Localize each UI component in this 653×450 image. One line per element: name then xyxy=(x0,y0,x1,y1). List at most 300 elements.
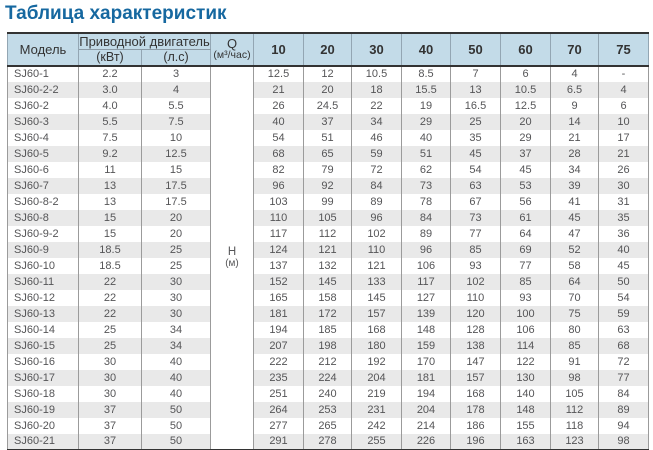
head-value-cell: 137 xyxy=(254,258,304,274)
head-value-cell: 92 xyxy=(304,178,352,194)
head-value-cell: 106 xyxy=(402,258,451,274)
head-value-cell: 10.5 xyxy=(352,66,402,82)
head-value-cell: 85 xyxy=(451,242,501,258)
head-value-cell: 12.5 xyxy=(501,98,551,114)
model-cell: SJ60-13 xyxy=(8,306,79,322)
head-value-cell: 21 xyxy=(599,146,649,162)
header-row-top xyxy=(8,33,649,50)
head-value-cell: 130 xyxy=(501,370,551,386)
model-cell: SJ60-16 xyxy=(8,354,79,370)
kw-cell: 11 xyxy=(79,162,142,178)
head-value-cell: 235 xyxy=(254,370,304,386)
head-value-cell: 54 xyxy=(599,290,649,306)
model-cell: SJ60-14 xyxy=(8,322,79,338)
hp-cell: 15 xyxy=(142,162,211,178)
head-value-cell: 192 xyxy=(352,354,402,370)
kw-cell: 18.5 xyxy=(79,258,142,274)
head-value-cell: 45 xyxy=(599,258,649,274)
head-value-cell: 96 xyxy=(402,242,451,258)
head-value-cell: 140 xyxy=(501,386,551,402)
hp-cell: 7.5 xyxy=(142,114,211,130)
head-value-cell: 127 xyxy=(402,290,451,306)
table-row xyxy=(8,370,649,386)
head-value-cell: 222 xyxy=(254,354,304,370)
head-value-cell: 105 xyxy=(551,386,599,402)
col-header-flow-50: 50 xyxy=(451,33,501,66)
head-value-cell: 94 xyxy=(599,418,649,434)
col-header-model: Модель xyxy=(8,33,79,66)
head-value-cell: 147 xyxy=(451,354,501,370)
head-value-cell: 17 xyxy=(599,130,649,146)
head-value-cell: 117 xyxy=(402,274,451,290)
head-value-cell: 51 xyxy=(304,130,352,146)
table-row xyxy=(8,290,649,306)
head-value-cell: 40 xyxy=(402,130,451,146)
head-value-cell: 18 xyxy=(352,82,402,98)
head-value-cell: 15.5 xyxy=(402,82,451,98)
model-cell: SJ60-9-2 xyxy=(8,226,79,242)
hp-cell: 3 xyxy=(142,66,211,82)
model-cell: SJ60-18 xyxy=(8,386,79,402)
table-row xyxy=(8,338,649,354)
kw-cell: 15 xyxy=(79,210,142,226)
head-value-cell: 4 xyxy=(599,82,649,98)
head-value-cell: 77 xyxy=(501,258,551,274)
head-value-cell: 4 xyxy=(551,66,599,82)
hp-cell: 34 xyxy=(142,322,211,338)
table-row xyxy=(8,258,649,274)
kw-cell: 7.5 xyxy=(79,130,142,146)
head-value-cell: 110 xyxy=(352,242,402,258)
hp-cell: 40 xyxy=(142,370,211,386)
head-value-cell: 6 xyxy=(599,98,649,114)
kw-cell: 30 xyxy=(79,386,142,402)
head-value-cell: 255 xyxy=(352,434,402,450)
head-value-cell: 58 xyxy=(551,258,599,274)
head-value-cell: 82 xyxy=(254,162,304,178)
head-value-cell: 37 xyxy=(501,146,551,162)
head-value-cell: 181 xyxy=(402,370,451,386)
head-value-cell: 178 xyxy=(451,402,501,418)
kw-cell: 37 xyxy=(79,434,142,450)
head-value-cell: 46 xyxy=(352,130,402,146)
head-value-cell: 121 xyxy=(304,242,352,258)
hp-cell: 40 xyxy=(142,354,211,370)
col-header-flow-60: 60 xyxy=(501,33,551,66)
head-value-cell: 10 xyxy=(599,114,649,130)
q-unit-label: (м³/час) xyxy=(213,49,251,62)
head-value-cell: 45 xyxy=(551,210,599,226)
head-value-cell: 170 xyxy=(402,354,451,370)
head-value-cell: 112 xyxy=(304,226,352,242)
hp-cell: 12.5 xyxy=(142,146,211,162)
head-value-cell: 62 xyxy=(402,162,451,178)
model-cell: SJ60-1 xyxy=(8,66,79,82)
kw-cell: 13 xyxy=(79,178,142,194)
head-value-cell: 19 xyxy=(402,98,451,114)
model-cell: SJ60-9 xyxy=(8,242,79,258)
head-value-cell: 133 xyxy=(352,274,402,290)
head-value-cell: 84 xyxy=(352,178,402,194)
head-value-cell: 219 xyxy=(352,386,402,402)
head-value-cell: 26 xyxy=(254,98,304,114)
head-value-cell: 34 xyxy=(551,162,599,178)
head-value-cell: 34 xyxy=(352,114,402,130)
head-value-cell: 198 xyxy=(304,338,352,354)
head-value-cell: 7 xyxy=(451,66,501,82)
head-value-cell: 40 xyxy=(254,114,304,130)
col-header-flow-70: 70 xyxy=(551,33,599,66)
head-value-cell: 20 xyxy=(501,114,551,130)
head-value-cell: 240 xyxy=(304,386,352,402)
head-value-cell: - xyxy=(599,66,649,82)
head-value-cell: 123 xyxy=(551,434,599,450)
model-cell: SJ60-4 xyxy=(8,130,79,146)
head-value-cell: 102 xyxy=(352,226,402,242)
head-value-cell: 212 xyxy=(304,354,352,370)
kw-cell: 25 xyxy=(79,338,142,354)
head-value-cell: 168 xyxy=(352,322,402,338)
head-unit-cell xyxy=(211,66,254,450)
head-value-cell: 73 xyxy=(402,178,451,194)
head-value-cell: 265 xyxy=(304,418,352,434)
table-row xyxy=(8,306,649,322)
head-value-cell: 89 xyxy=(352,194,402,210)
head-value-cell: 22 xyxy=(352,98,402,114)
head-value-cell: 105 xyxy=(304,210,352,226)
head-value-cell: 168 xyxy=(451,386,501,402)
head-value-cell: 84 xyxy=(402,210,451,226)
head-value-cell: 84 xyxy=(599,386,649,402)
head-value-cell: 117 xyxy=(254,226,304,242)
head-value-cell: 204 xyxy=(352,370,402,386)
head-value-cell: 148 xyxy=(501,402,551,418)
head-value-cell: 89 xyxy=(599,402,649,418)
col-header-hp: (л.с) xyxy=(142,50,211,66)
head-value-cell: 89 xyxy=(402,226,451,242)
head-value-cell: 122 xyxy=(501,354,551,370)
table-body xyxy=(8,66,649,450)
head-value-cell: 16.5 xyxy=(451,98,501,114)
hp-cell: 30 xyxy=(142,306,211,322)
head-value-cell: 157 xyxy=(352,306,402,322)
table-row xyxy=(8,178,649,194)
head-value-cell: 70 xyxy=(551,290,599,306)
head-value-cell: 112 xyxy=(551,402,599,418)
head-value-cell: 63 xyxy=(599,322,649,338)
head-value-cell: 10.5 xyxy=(501,82,551,98)
head-value-cell: 35 xyxy=(451,130,501,146)
head-value-cell: 172 xyxy=(304,306,352,322)
head-value-cell: 145 xyxy=(304,274,352,290)
model-cell: SJ60-3 xyxy=(8,114,79,130)
head-value-cell: 68 xyxy=(254,146,304,162)
head-value-cell: 50 xyxy=(599,274,649,290)
table-row xyxy=(8,66,649,82)
head-value-cell: 121 xyxy=(352,258,402,274)
head-value-cell: 80 xyxy=(551,322,599,338)
head-unit: (м) xyxy=(225,258,239,269)
hp-cell: 5.5 xyxy=(142,98,211,114)
head-value-cell: 159 xyxy=(402,338,451,354)
head-value-cell: 31 xyxy=(599,194,649,210)
kw-cell: 22 xyxy=(79,274,142,290)
table-row xyxy=(8,274,649,290)
head-value-cell: 264 xyxy=(254,402,304,418)
head-symbol: Н xyxy=(227,246,237,258)
table-row xyxy=(8,146,649,162)
head-value-cell: 181 xyxy=(254,306,304,322)
head-value-cell: 77 xyxy=(451,226,501,242)
head-value-cell: 291 xyxy=(254,434,304,450)
table-row xyxy=(8,82,649,98)
head-value-cell: 139 xyxy=(402,306,451,322)
head-value-cell: 99 xyxy=(304,194,352,210)
head-value-cell: 69 xyxy=(501,242,551,258)
hp-cell: 34 xyxy=(142,338,211,354)
head-value-cell: 26 xyxy=(599,162,649,178)
head-value-cell: 13 xyxy=(451,82,501,98)
head-value-cell: 41 xyxy=(551,194,599,210)
head-value-cell: 231 xyxy=(352,402,402,418)
head-value-cell: 93 xyxy=(501,290,551,306)
head-value-cell: 20 xyxy=(304,82,352,98)
hp-cell: 20 xyxy=(142,226,211,242)
head-value-cell: 68 xyxy=(599,338,649,354)
head-value-cell: 100 xyxy=(501,306,551,322)
col-header-motor-group: Приводной двигатель xyxy=(79,34,210,49)
head-value-cell: 155 xyxy=(501,418,551,434)
kw-cell: 22 xyxy=(79,306,142,322)
head-value-cell: 36 xyxy=(599,226,649,242)
head-value-cell: 163 xyxy=(501,434,551,450)
hp-cell: 40 xyxy=(142,386,211,402)
head-value-cell: 157 xyxy=(451,370,501,386)
col-header-kw: (кВт) xyxy=(79,50,142,66)
hp-cell: 30 xyxy=(142,274,211,290)
kw-cell: 37 xyxy=(79,402,142,418)
head-value-cell: 29 xyxy=(501,130,551,146)
hp-cell: 30 xyxy=(142,290,211,306)
head-value-cell: 61 xyxy=(501,210,551,226)
model-cell: SJ60-15 xyxy=(8,338,79,354)
head-value-cell: 224 xyxy=(304,370,352,386)
head-value-cell: 59 xyxy=(352,146,402,162)
head-value-cell: 277 xyxy=(254,418,304,434)
head-value-cell: 158 xyxy=(304,290,352,306)
hp-cell: 50 xyxy=(142,434,211,450)
head-value-cell: 65 xyxy=(304,146,352,162)
kw-cell: 15 xyxy=(79,226,142,242)
model-cell: SJ60-19 xyxy=(8,402,79,418)
head-value-cell: 85 xyxy=(551,338,599,354)
head-value-cell: 56 xyxy=(501,194,551,210)
hp-cell: 17.5 xyxy=(142,194,211,210)
head-value-cell: 103 xyxy=(254,194,304,210)
kw-cell: 18.5 xyxy=(79,242,142,258)
head-value-cell: 214 xyxy=(402,418,451,434)
head-value-cell: 98 xyxy=(551,370,599,386)
model-cell: SJ60-2 xyxy=(8,98,79,114)
head-value-cell: 186 xyxy=(451,418,501,434)
head-value-cell: 21 xyxy=(254,82,304,98)
characteristics-table xyxy=(7,32,649,450)
model-cell: SJ60-10 xyxy=(8,258,79,274)
hp-cell: 20 xyxy=(142,210,211,226)
head-value-cell: 37 xyxy=(304,114,352,130)
col-header-flow-20: 20 xyxy=(304,33,352,66)
table-row xyxy=(8,322,649,338)
head-value-cell: 73 xyxy=(451,210,501,226)
head-value-cell: 28 xyxy=(551,146,599,162)
kw-cell: 37 xyxy=(79,418,142,434)
hp-cell: 10 xyxy=(142,130,211,146)
head-value-cell: 138 xyxy=(451,338,501,354)
head-value-cell: 96 xyxy=(352,210,402,226)
head-value-cell: 78 xyxy=(402,194,451,210)
head-value-cell: 35 xyxy=(599,210,649,226)
head-value-cell: 242 xyxy=(352,418,402,434)
table-row xyxy=(8,194,649,210)
kw-cell: 22 xyxy=(79,290,142,306)
table-row xyxy=(8,162,649,178)
hp-cell: 50 xyxy=(142,402,211,418)
head-value-cell: 12 xyxy=(304,66,352,82)
head-value-cell: 118 xyxy=(551,418,599,434)
table-row xyxy=(8,130,649,146)
head-value-cell: 132 xyxy=(304,258,352,274)
model-cell: SJ60-2-2 xyxy=(8,82,79,98)
model-cell: SJ60-20 xyxy=(8,418,79,434)
hp-cell: 50 xyxy=(142,418,211,434)
kw-cell: 30 xyxy=(79,354,142,370)
head-value-cell: 24.5 xyxy=(304,98,352,114)
head-value-cell: 79 xyxy=(304,162,352,178)
head-value-cell: 30 xyxy=(599,178,649,194)
head-value-cell: 114 xyxy=(501,338,551,354)
head-value-cell: 6.5 xyxy=(551,82,599,98)
kw-cell: 3.0 xyxy=(79,82,142,98)
head-value-cell: 9 xyxy=(551,98,599,114)
page-title: Таблица характеристик xyxy=(5,3,227,24)
col-header-flow-75: 75 xyxy=(599,33,649,66)
kw-cell: 25 xyxy=(79,322,142,338)
head-value-cell: 194 xyxy=(402,386,451,402)
head-value-cell: 52 xyxy=(551,242,599,258)
q-symbol-label: Q xyxy=(226,36,238,52)
head-value-cell: 6 xyxy=(501,66,551,82)
col-header-flow-40: 40 xyxy=(402,33,451,66)
table-row xyxy=(8,434,649,450)
head-value-cell: 21 xyxy=(551,130,599,146)
head-value-cell: 124 xyxy=(254,242,304,258)
table-row xyxy=(8,402,649,418)
table-row xyxy=(8,418,649,434)
table-row xyxy=(8,242,649,258)
table-row xyxy=(8,226,649,242)
head-value-cell: 152 xyxy=(254,274,304,290)
head-value-cell: 75 xyxy=(551,306,599,322)
head-value-cell: 96 xyxy=(254,178,304,194)
kw-cell: 30 xyxy=(79,370,142,386)
head-value-cell: 54 xyxy=(451,162,501,178)
head-value-cell: 53 xyxy=(501,178,551,194)
model-cell: SJ60-8-2 xyxy=(8,194,79,210)
head-value-cell: 106 xyxy=(501,322,551,338)
model-cell: SJ60-7 xyxy=(8,178,79,194)
hp-cell: 25 xyxy=(142,258,211,274)
head-value-cell: 25 xyxy=(451,114,501,130)
kw-cell: 4.0 xyxy=(79,98,142,114)
table-row xyxy=(8,386,649,402)
table-row xyxy=(8,210,649,226)
head-value-cell: 45 xyxy=(501,162,551,178)
kw-cell: 13 xyxy=(79,194,142,210)
model-cell: SJ60-6 xyxy=(8,162,79,178)
head-value-cell: 72 xyxy=(599,354,649,370)
head-value-cell: 8.5 xyxy=(402,66,451,82)
head-value-cell: 45 xyxy=(451,146,501,162)
col-header-flow-10: 10 xyxy=(254,33,304,66)
head-value-cell: 72 xyxy=(352,162,402,178)
hp-cell: 17.5 xyxy=(142,178,211,194)
head-value-cell: 102 xyxy=(451,274,501,290)
head-value-cell: 278 xyxy=(304,434,352,450)
head-value-cell: 180 xyxy=(352,338,402,354)
model-cell: SJ60-11 xyxy=(8,274,79,290)
head-value-cell: 148 xyxy=(402,322,451,338)
head-value-cell: 98 xyxy=(599,434,649,450)
head-value-cell: 253 xyxy=(304,402,352,418)
col-header-q xyxy=(211,33,254,66)
head-value-cell: 59 xyxy=(599,306,649,322)
head-value-cell: 64 xyxy=(501,226,551,242)
hp-cell: 25 xyxy=(142,242,211,258)
head-value-cell: 120 xyxy=(451,306,501,322)
head-value-cell: 194 xyxy=(254,322,304,338)
head-value-cell: 185 xyxy=(304,322,352,338)
table-row xyxy=(8,354,649,370)
head-value-cell: 63 xyxy=(451,178,501,194)
head-value-cell: 145 xyxy=(352,290,402,306)
head-value-cell: 12.5 xyxy=(254,66,304,82)
head-value-cell: 77 xyxy=(599,370,649,386)
head-value-cell: 226 xyxy=(402,434,451,450)
model-cell: SJ60-12 xyxy=(8,290,79,306)
head-value-cell: 47 xyxy=(551,226,599,242)
kw-cell: 5.5 xyxy=(79,114,142,130)
kw-cell: 9.2 xyxy=(79,146,142,162)
head-value-cell: 40 xyxy=(599,242,649,258)
head-value-cell: 91 xyxy=(551,354,599,370)
head-value-cell: 251 xyxy=(254,386,304,402)
head-value-cell: 128 xyxy=(451,322,501,338)
head-value-cell: 196 xyxy=(451,434,501,450)
kw-cell: 2.2 xyxy=(79,66,142,82)
head-value-cell: 51 xyxy=(402,146,451,162)
table-row xyxy=(8,114,649,130)
head-value-cell: 165 xyxy=(254,290,304,306)
head-value-cell: 110 xyxy=(451,290,501,306)
table-row xyxy=(8,98,649,114)
head-value-cell: 54 xyxy=(254,130,304,146)
head-value-cell: 85 xyxy=(501,274,551,290)
head-value-cell: 207 xyxy=(254,338,304,354)
hp-cell: 4 xyxy=(142,82,211,98)
head-value-cell: 64 xyxy=(551,274,599,290)
head-value-cell: 14 xyxy=(551,114,599,130)
col-header-flow-30: 30 xyxy=(352,33,402,66)
